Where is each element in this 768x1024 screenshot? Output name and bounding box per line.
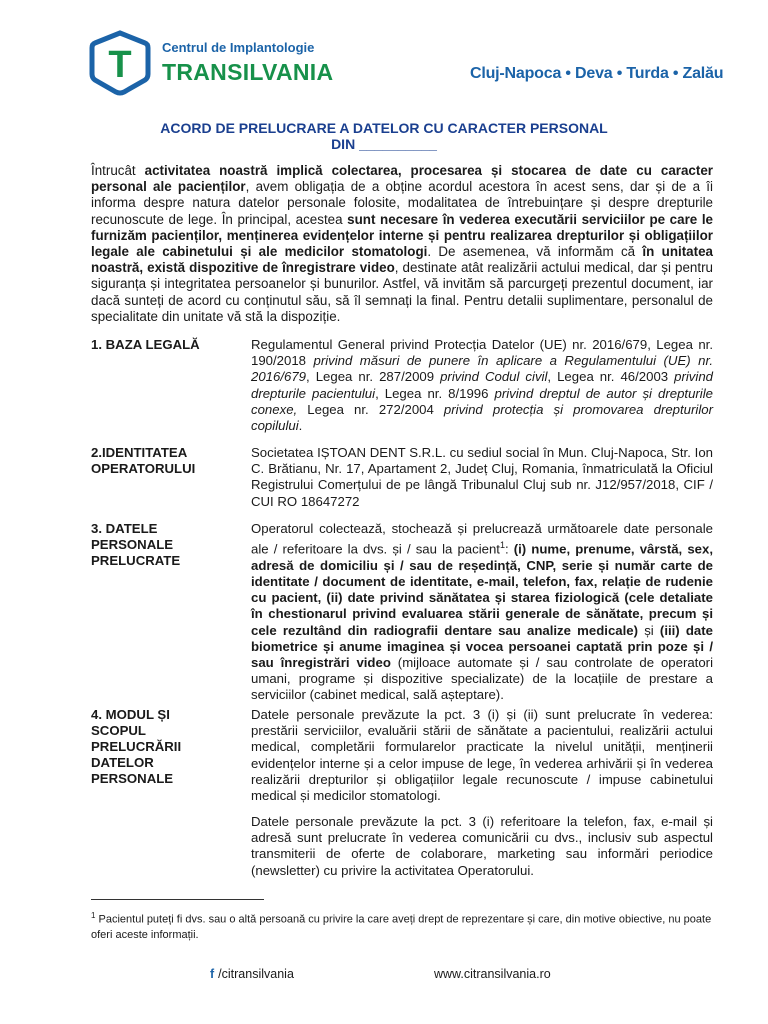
section-1-segment: , Legea nr. 8/1996 — [375, 385, 495, 401]
document-title: ACORD DE PRELUCRARE A DATELOR CU CARACTER PERSONAL — [160, 120, 608, 136]
intro-text: . De asemenea, vă informăm că — [427, 244, 643, 260]
intro-text: , destinate atât realizării actului medical, dar și pentru siguranța și integritatea persoanelor și bunurilor. Astfel, vă invităm să parcurgeți prezentul document, iar dacă sunteți de acord cu conținutul său, să îl semnați la final. Pentru detalii suplimentare, personalul de specialitate din unitate vă stă la dispoziție. — [91, 260, 713, 324]
facebook-handle[interactable]: /citransilvania — [218, 967, 294, 981]
footnote — [91, 908, 721, 943]
footer-website[interactable]: www.citransilvania.ro — [434, 967, 551, 981]
section-4-label-line: 4. MODUL ȘI — [91, 707, 170, 722]
section-2-label — [91, 445, 221, 477]
section-4-label-line: PERSONALE — [91, 771, 174, 786]
section-3-text — [251, 521, 713, 704]
section-3-label — [91, 521, 221, 569]
section-1-italic: privind protecția și promovarea drepturilor copilului — [251, 401, 713, 434]
section-3-segment: și — [638, 622, 660, 638]
intro-bold: sunt necesare în vederea executării serviciilor pe care le furnizăm pacienților, menținerea evidențelor interne și pentru realizarea drepturilor și obligațiilor legale ale cabinetului și ale medicilor stomatologi — [91, 211, 713, 260]
section-1-italic: privind dreptul de autor și drepturile conexe, — [251, 385, 713, 417]
section-2-text: Societatea IȘTOAN DENT S.R.L. cu sediul social în Mun. Cluj-Napoca, Str. Ion C. Brătianu, Nr. 17, Apartament 2, Județ Cluj, Romania, înmatriculată la Oficiul Registrului Comerțului de pe lângă Tribunalul Cluj sub nr. J12/957/2018, CIF / CUI RO 18647272 — [251, 445, 713, 509]
section-1-italic: privind măsuri de punere în aplicare a Regulamentului (UE) nr. 2016/679 — [251, 353, 714, 385]
section-1-segment: , Legea nr. 287/2009 — [306, 369, 441, 385]
clinic-cities: Cluj-Napoca • Deva • Turda • Zalău — [470, 65, 724, 82]
logo-icon — [87, 30, 153, 96]
section-3-label-line: 3. DATELE — [91, 521, 158, 536]
section-3-segment: (mijloace automate și / sau controlate de operatori umani, programe și dispozitive specializate) de la locațiile de prestare a serviciilor (cabinet medical, sală așteptare). — [251, 655, 714, 703]
section-3-label-line: PERSONALE — [91, 537, 174, 552]
section-1-italic: privind drepturile pacientului — [251, 369, 714, 401]
intro-paragraph — [91, 163, 713, 325]
section-4-label-line: SCOPUL — [91, 723, 146, 738]
footnote-text: Pacientul puteți fi dvs. sau o altă persoană cu privire la care aveți drept de reprezentare și care, din motive obiective, nu poate oferi aceste informații. — [91, 913, 712, 941]
section-1-segment: , Legea nr. 46/2003 — [547, 369, 675, 385]
section-4-label-line: PRELUCRĂRII — [91, 739, 182, 754]
document-date-line: DIN __________ — [331, 136, 437, 152]
section-4-label — [91, 707, 221, 787]
facebook-icon: f — [210, 967, 215, 981]
footnote-reference: 1 — [499, 540, 505, 551]
section-2-label-line: OPERATORULUI — [91, 461, 196, 476]
section-1-label: 1. BAZA LEGALĂ — [91, 337, 200, 352]
section-1-segment: Legea nr. 272/2004 — [297, 401, 444, 417]
section-1-segment: Regulamentul General privind Protecția Datelor (UE) nr. 2016/679, Legea nr. 190/2018 — [251, 337, 713, 369]
footnote-divider — [91, 899, 264, 900]
brand-name: TRANSILVANIA — [162, 59, 334, 85]
section-3-bold: (iii) date biometrice și anume imaginea și vocea persoanei captată prin poze și / sau înregistrări video — [251, 622, 713, 671]
section-3-bold: (i) nume, prenume, vârstă, sex, adresă de domiciliu și / sau de reședință, CNP, serie și număr carte de identitate / document de identitate, e-mail, telefon, fax, relație de rudenie cu pacient, (ii) date privind sănătatea și starea fiziologică (cele detaliate în chestionarul privind evaluarea stării generale de sănătate, precum și cele rezultând din radiografii dentare sau analize medicale) — [251, 541, 713, 638]
footer-facebook[interactable] — [210, 967, 294, 981]
intro-bold: în unitatea noastră, există dispozitive de înregistrare video — [91, 244, 713, 276]
section-1-segment: . — [298, 418, 303, 434]
section-1-text — [251, 337, 713, 434]
section-4-text-1: Datele personale prevăzute la pct. 3 (i) și (ii) sunt prelucrate în vederea: prestării serviciilor, evaluării stării de sănătate a pacientului, realizării actului medical, completării formularelor practicate la nivelul unității, menținerii evidențelor interne și a celor impuse de lege, în vederea arhivării și în vederea realizării drepturilor și obligațiilor legale recunoscute / impuse cabinetului medical și medicilor stomatologi. — [251, 707, 713, 804]
logo-letter: T — [108, 44, 132, 86]
footnote-mark: 1 — [91, 911, 96, 920]
section-3-label-line: PRELUCRATE — [91, 553, 181, 568]
section-3-segment: : — [504, 541, 514, 557]
intro-text: Întrucât — [91, 163, 145, 178]
section-1-italic: privind Codul civil — [440, 369, 548, 385]
section-2-label-line: 2.IDENTITATEA — [91, 445, 188, 460]
page-header — [0, 0, 768, 110]
brand-subtitle: Centrul de Implantologie — [162, 40, 315, 55]
section-4-text-2: Datele personale prevăzute la pct. 3 (i) referitoare la telefon, fax, e-mail și adresă sunt prelucrate în vederea comunicării cu dvs., inclusiv sub aspectul transmiterii de oferte de colaborare, marketing sau informări periodice (newsletter) cu privire la activitatea Operatorului. — [251, 814, 713, 878]
intro-text: , avem obligația de a obține acordul acestora în acest sens, dar și de a îi informa despre natura datelor personale folosite, modalitatea de întrebuințare și despre drepturile recunoscute de lege. În principal, acestea — [91, 179, 713, 227]
intro-bold: activitatea noastră implică colectarea, procesarea și stocarea de date cu caracter personal ale pacienților — [91, 163, 713, 195]
section-3-segment: Operatorul colectează, stochează și prelucrează următoarele date personale ale / referitoare la dvs. și / sau la pacient — [251, 521, 713, 557]
section-4-label-line: DATELOR — [91, 755, 154, 770]
